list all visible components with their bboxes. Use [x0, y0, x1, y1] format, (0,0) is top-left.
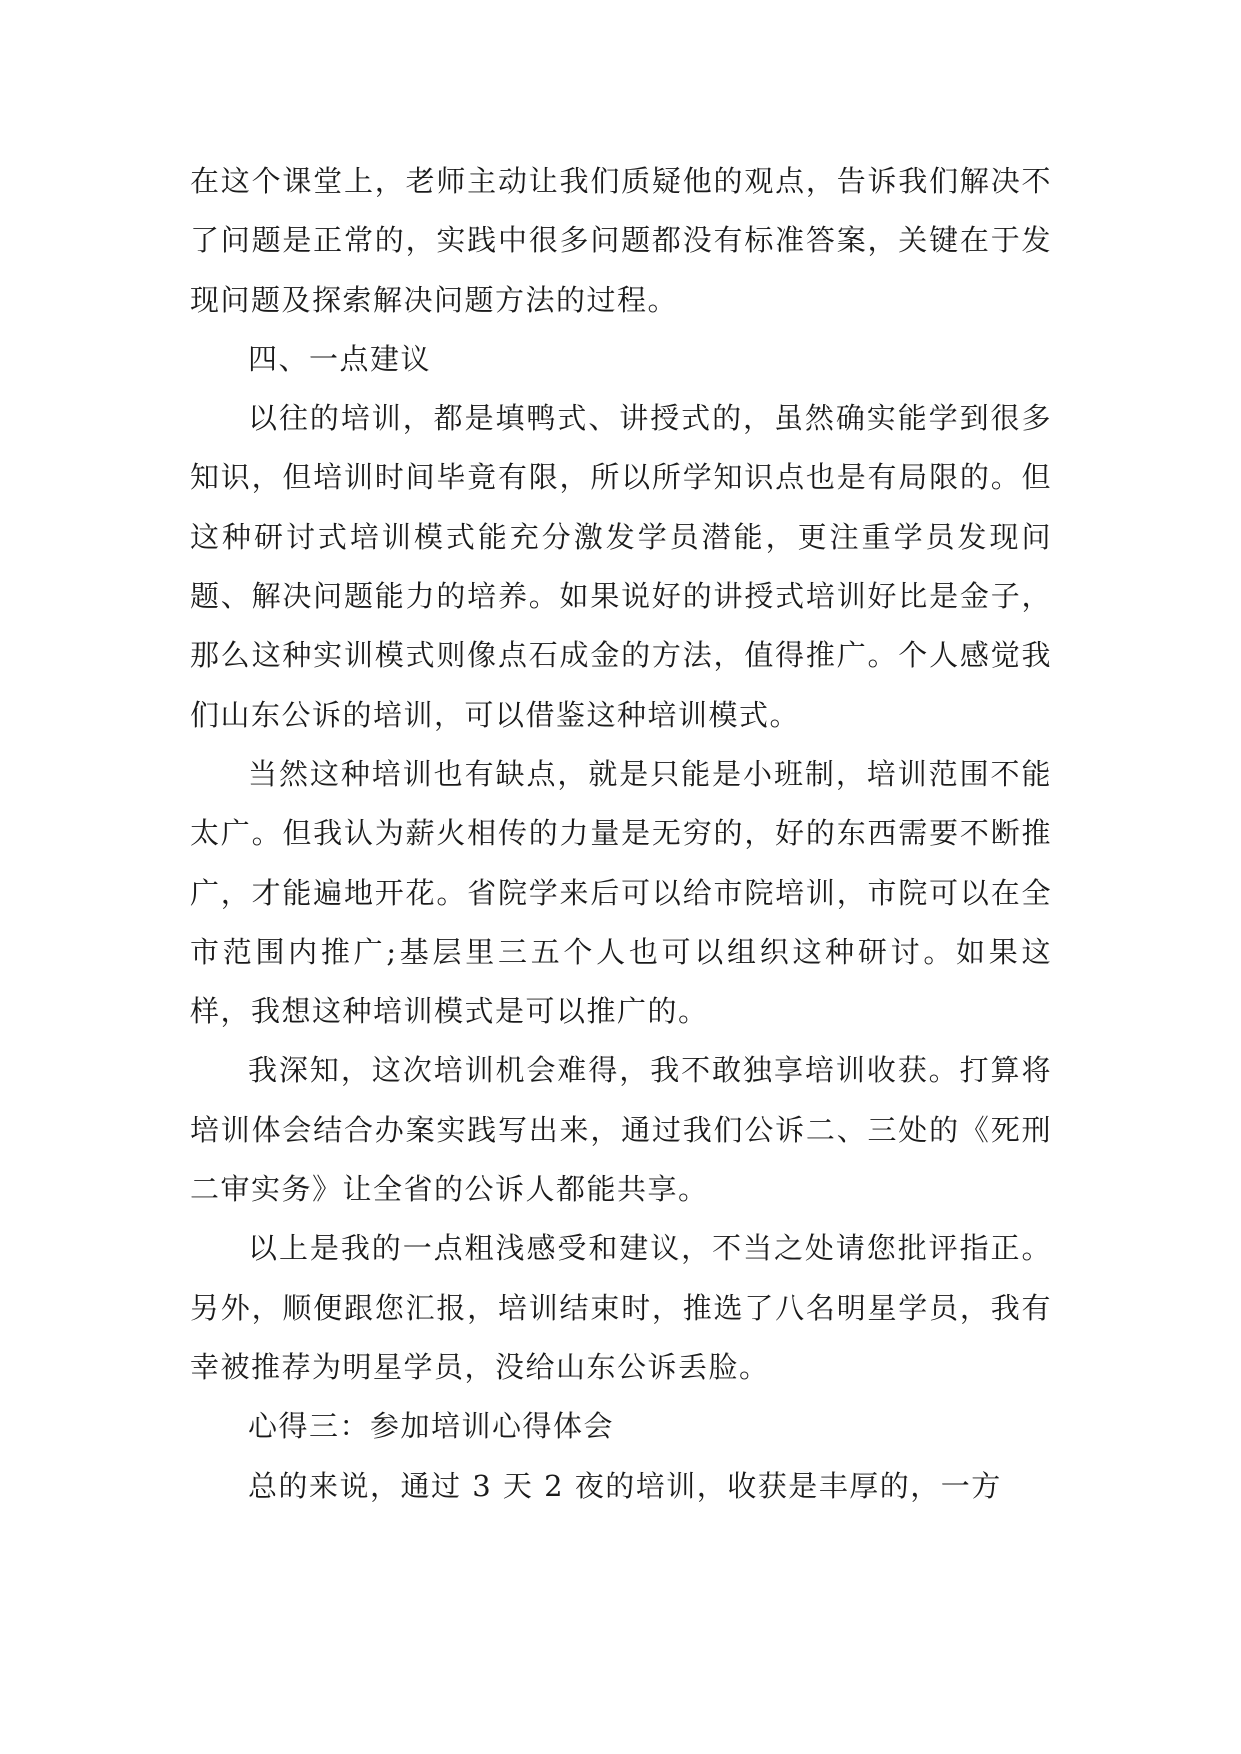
- paragraph-sharing: 我深知，这次培训机会难得，我不敢独享培训收获。打算将培训体会结合办案实践写出来，通过我们公诉二、三处的《死刑二审实务》让全省的公诉人都能共享。: [190, 1053, 1052, 1207]
- paragraph-shortcomings: 当然这种培训也有缺点，就是只能是小班制，培训范围不能太广。但我认为薪火相传的力量是无穷的，好的东西需要不断推广，才能遍地开花。省院学来后可以给市院培训，市院可以在全市范围内推广;基层里三五个人也可以组织这种研讨。如果这样，我想这种培训模式是可以推广的。: [190, 756, 1052, 1029]
- document-body: [190, 152, 1052, 1516]
- section-heading-reflection-three: 心得三：参加培训心得体会: [248, 1409, 615, 1444]
- section-heading-suggestion: 四、一点建议: [248, 341, 432, 376]
- paragraph-continuation: 在这个课堂上，老师主动让我们质疑他的观点，告诉我们解决不了问题是正常的，实践中很多问题都没有标准答案，关键在于发现问题及探索解决问题方法的过程。: [190, 164, 1052, 317]
- paragraph-closing: 以上是我的一点粗浅感受和建议，不当之处请您批评指正。另外，顺便跟您汇报，培训结束时，推选了八名明星学员，我有幸被推荐为明星学员，没给山东公诉丢脸。: [190, 1231, 1052, 1384]
- paragraph-summary: 总的来说，通过 3 天 2 夜的培训，收获是丰厚的，一方: [248, 1468, 1002, 1503]
- paragraph-training-mode: 以往的培训，都是填鸭式、讲授式的，虽然确实能学到很多知识，但培训时间毕竟有限，所以所学知识点也是有局限的。但这种研讨式培训模式能充分激发学员潜能，更注重学员发现问题、解决问题能力的培养。如果说好的讲授式培训好比是金子，那么这种实训模式则像点石成金的方法，值得推广。个人感觉我们山东公诉的培训，可以借鉴这种培训模式。: [190, 401, 1052, 732]
